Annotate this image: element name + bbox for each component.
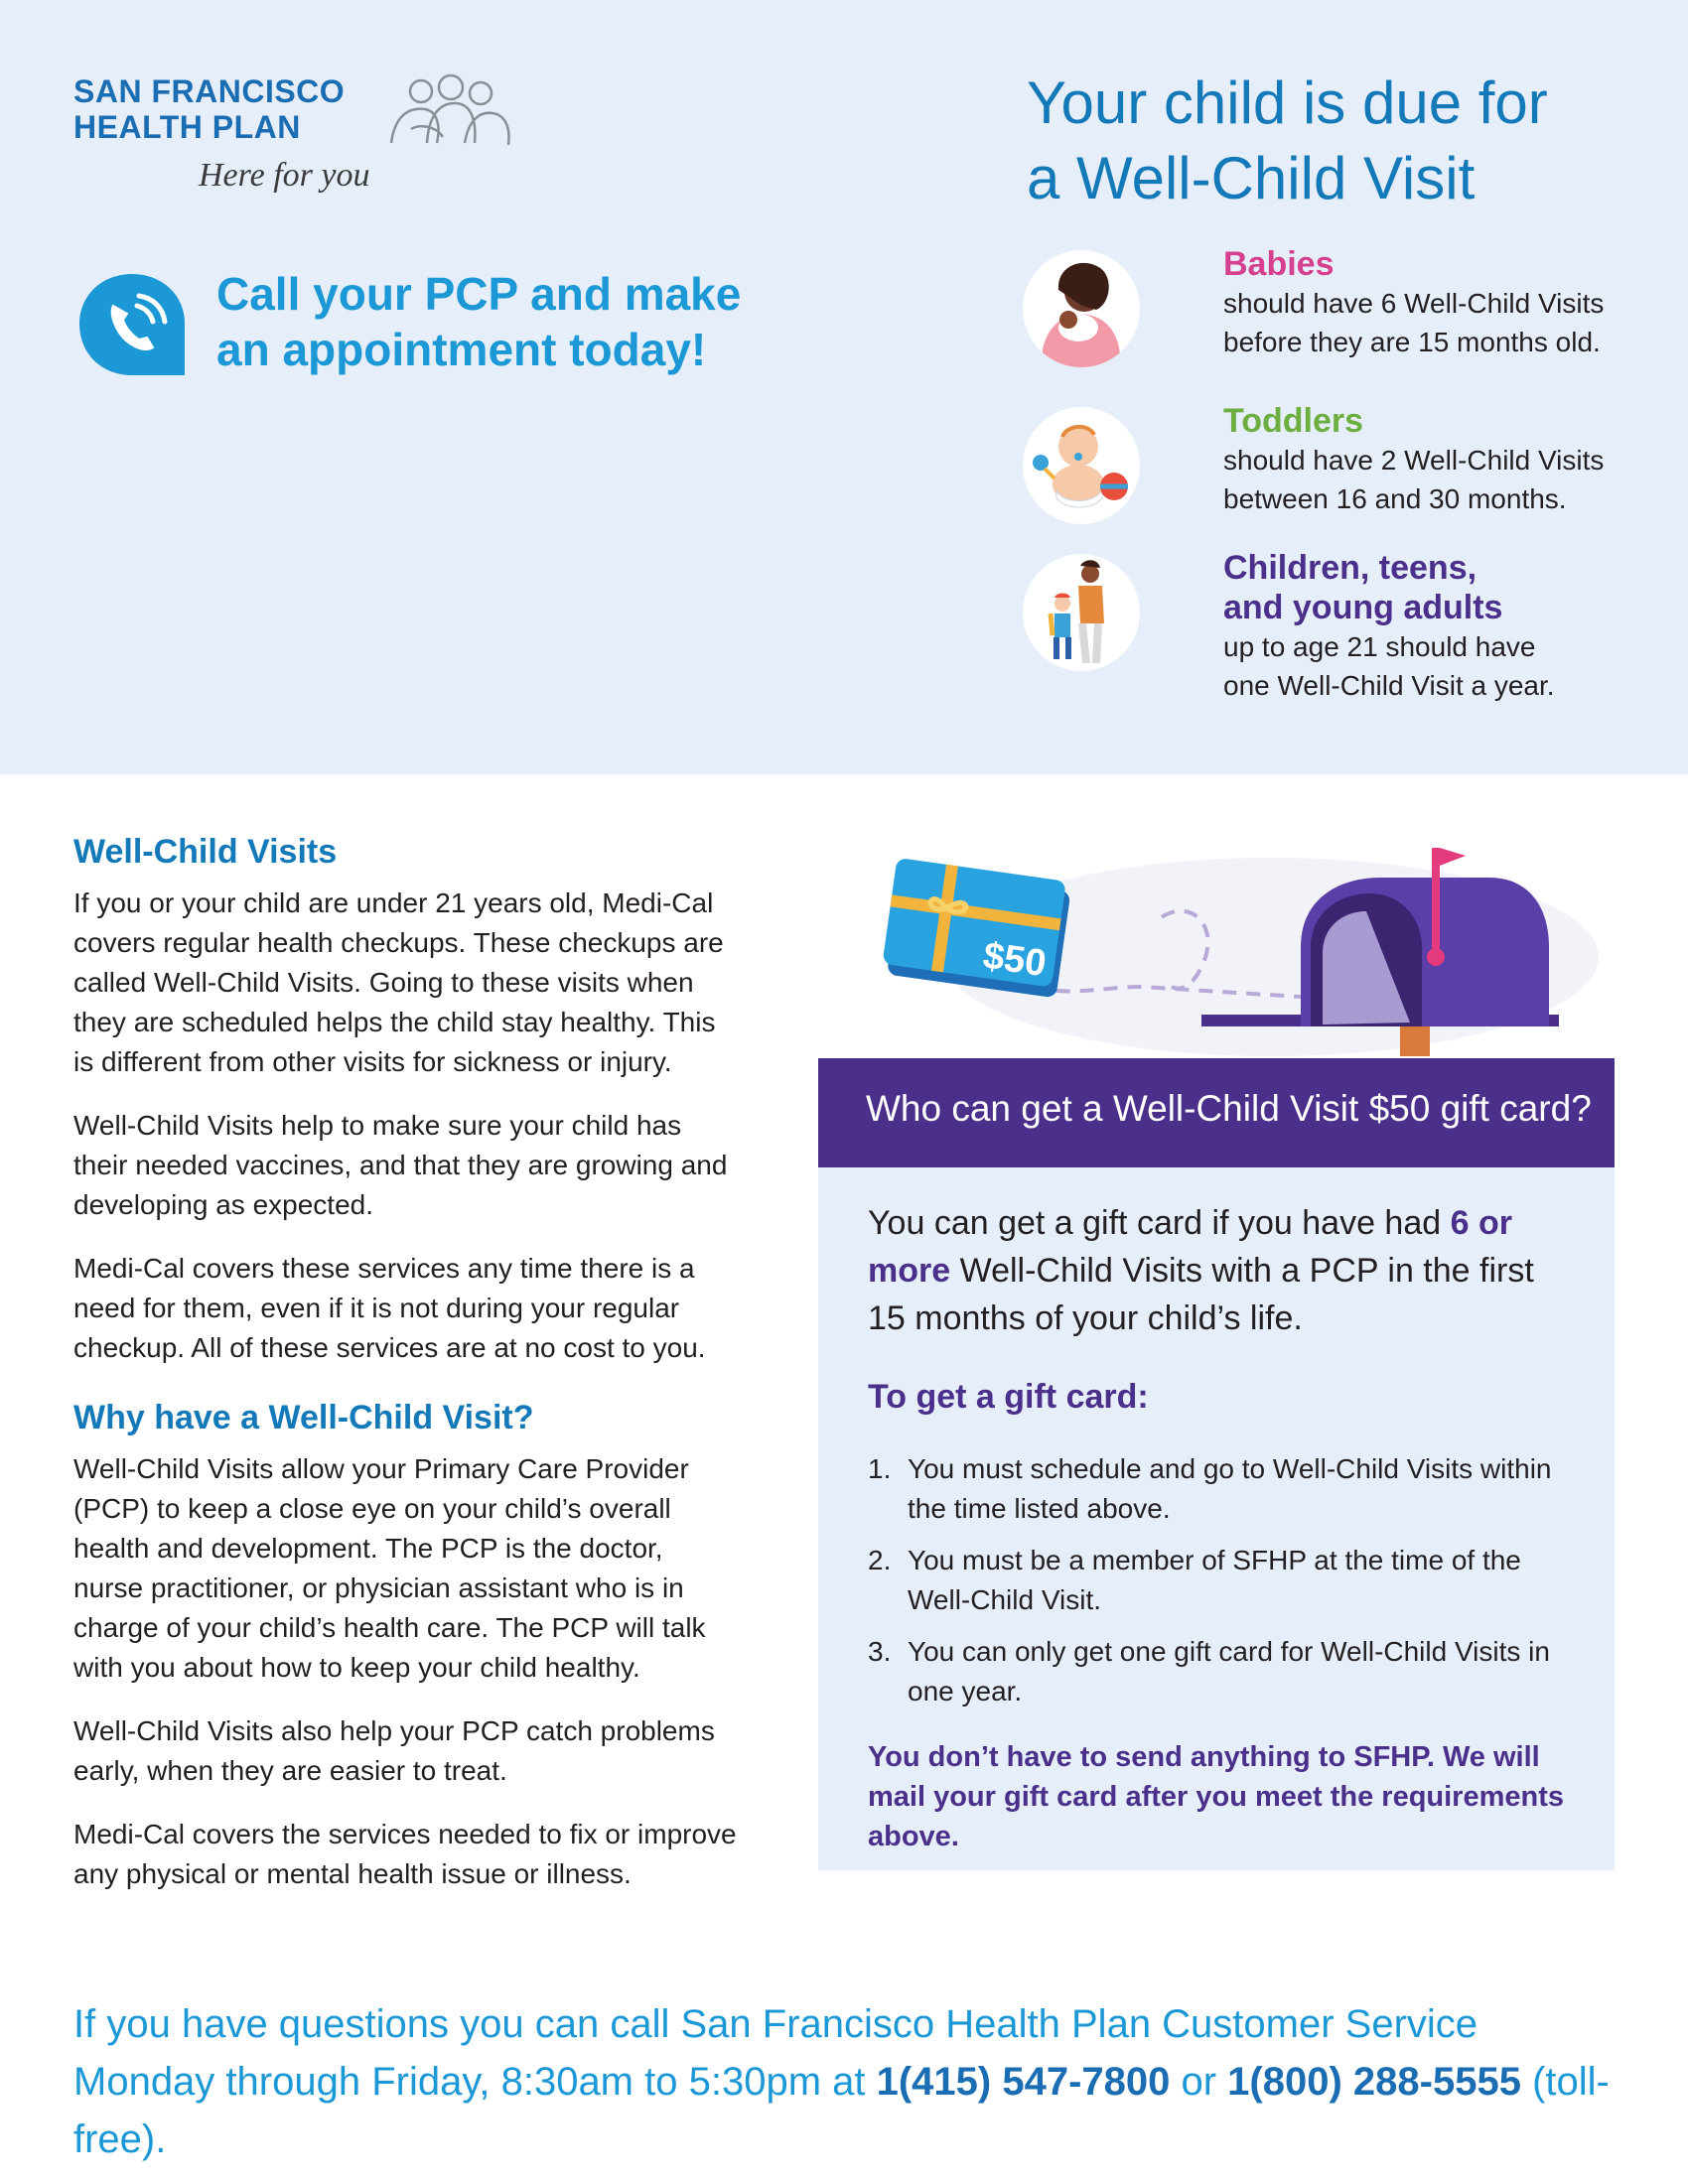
toddlers-line-1: should have 2 Well-Child Visits — [1223, 445, 1605, 476]
family-icon — [381, 73, 520, 153]
gift-card-banner — [818, 1058, 1615, 1167]
paragraph-5: Well-Child Visits also help your PCP catch problems early, when they are easier to treat. — [73, 1715, 715, 1786]
gift-card-subheading: To get a gift card: — [868, 1378, 1149, 1416]
gift-card-steps — [868, 1449, 1563, 1723]
info-column — [73, 830, 739, 1918]
children-line-2: one Well-Child Visit a year. — [1223, 670, 1555, 701]
footer-text-2: or — [1170, 2060, 1228, 2104]
toddler-illustration — [1023, 407, 1140, 524]
call-pcp-heading — [216, 266, 773, 377]
children-heading-line-2: and young adults — [1223, 589, 1503, 626]
logo-line-2: HEALTH PLAN — [73, 109, 301, 145]
phone-number-tollfree[interactable]: 1(800) 288-5555 — [1227, 2060, 1521, 2104]
intro-text-a: You can get a gift card if you have had — [868, 1204, 1451, 1242]
footer-text-3: (toll-free). — [73, 2060, 1610, 2161]
children-text — [1223, 548, 1640, 705]
sfhp-logo — [73, 73, 370, 194]
list-item — [868, 1541, 1563, 1620]
list-item — [868, 1632, 1563, 1711]
children-heading-line-1: Children, teens, — [1223, 549, 1477, 587]
due-title-line-1: Your child is due for — [1027, 69, 1548, 136]
step-number: 1. — [868, 1453, 892, 1484]
gift-card-note: You don’t have to send anything to SFHP. We will mail your gift card after you meet the requirements above. — [868, 1741, 1565, 1852]
phone-number-local[interactable]: 1(415) 547-7800 — [876, 2060, 1171, 2104]
gift-card-intro — [868, 1199, 1563, 1342]
parent-child-illustration — [1023, 554, 1140, 671]
paragraph-2: Well-Child Visits help to make sure your child has their needed vaccines, and that they are growing and developing as expected. — [73, 1110, 728, 1220]
list-item — [868, 1449, 1563, 1529]
toddlers-text — [1223, 401, 1640, 518]
intro-text-b: Well-Child Visits with a PCP in the first 15 months of your child’s life. — [868, 1252, 1534, 1337]
logo-tagline: Here for you — [199, 157, 370, 194]
step-text: You must schedule and go to Well-Child Visits within the time listed above. — [908, 1453, 1552, 1524]
step-number: 2. — [868, 1545, 892, 1575]
gift-card-amount: $50 — [980, 934, 1050, 986]
contact-footer — [73, 1995, 1622, 2168]
due-title — [1027, 66, 1622, 216]
paragraph-4: Well-Child Visits allow your Primary Care Provider (PCP) to keep a close eye on your child’s overall health and development. The PCP is the doctor, nurse practitioner, or physician assistant who is in charge of your child’s health care. The PCP will talk with you about how to keep your child healthy. — [73, 1453, 706, 1683]
why-heading: Why have a Well-Child Visit? — [73, 1399, 534, 1436]
intro-bold: 6 or more — [868, 1204, 1512, 1290]
gift-card-icon — [880, 852, 1078, 1011]
gift-card-panel — [818, 1167, 1615, 1870]
paragraph-3: Medi-Cal covers these services any time there is a need for them, even if it is not during your regular checkup. All of these services are at no cost to you. — [73, 1253, 706, 1363]
babies-line-2: before they are 15 months old. — [1223, 327, 1601, 357]
step-number: 3. — [868, 1636, 892, 1667]
step-text: You must be a member of SFHP at the time of the Well-Child Visit. — [908, 1545, 1521, 1615]
babies-heading: Babies — [1223, 245, 1335, 283]
call-line-1: Call your PCP and make — [216, 268, 742, 320]
due-title-line-2: a Well-Child Visit — [1027, 145, 1476, 211]
babies-line-1: should have 6 Well-Child Visits — [1223, 288, 1605, 319]
call-line-2: an appointment today! — [216, 324, 707, 375]
logo-line-1: SAN FRANCISCO — [73, 73, 346, 109]
gift-card-banner-title: Who can get a Well-Child Visit $50 gift card? — [866, 1088, 1592, 1129]
phone-call-icon — [75, 270, 189, 379]
babies-text — [1223, 244, 1640, 361]
paragraph-6: Medi-Cal covers the services needed to fix or improve any physical or mental health issue or illness. — [73, 1819, 737, 1889]
gift-card-mailbox-illustration — [874, 838, 1609, 1056]
baby-mother-illustration — [1023, 250, 1140, 367]
toddlers-heading: Toddlers — [1223, 402, 1364, 440]
toddlers-line-2: between 16 and 30 months. — [1223, 483, 1567, 514]
footer-text-1: If you have questions you can call San Francisco Health Plan Customer Service Monday through Friday, 8:30am to 5:30pm at — [73, 2002, 1478, 2104]
paragraph-1: If you or your child are under 21 years old, Medi-Cal covers regular health checkups. These checkups are called Well-Child Visits. Going to these visits when they are scheduled helps the child stay healthy. This is different from other visits for sickness or injury. — [73, 887, 724, 1077]
children-line-1: up to age 21 should have — [1223, 631, 1536, 662]
step-text: You can only get one gift card for Well-Child Visits in one year. — [908, 1636, 1550, 1706]
well-child-visits-heading: Well-Child Visits — [73, 833, 338, 871]
